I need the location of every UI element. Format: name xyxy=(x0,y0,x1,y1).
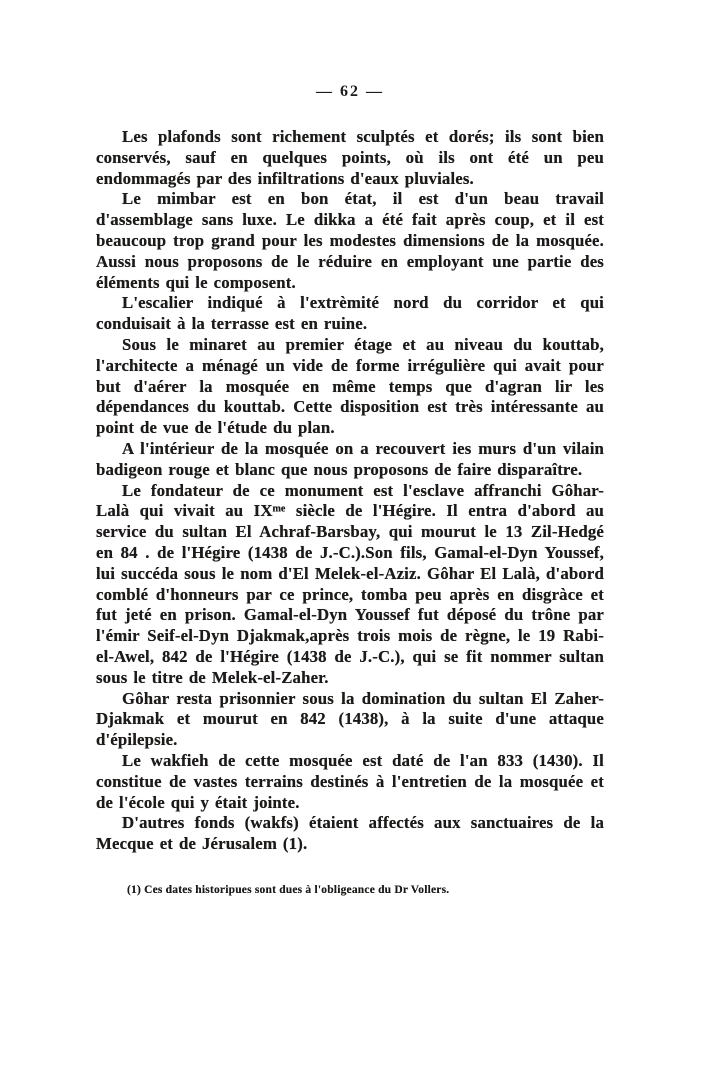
paragraph: Sous le minaret au premier étage et au niveau du kouttab, l'architecte a ménagé un vide de forme irrégulière qui avait pour but d'aérer la mosquée en même temps que d'agran lir les dépendances du kouttab. Cette disposition est très intéressante au point de vue de l'étude du plan. xyxy=(96,334,604,438)
paragraph: L'escalier indiqué à l'extrèmité nord du corridor et qui conduisait à la terrasse est en ruine. xyxy=(96,293,604,334)
paragraph: Le mimbar est en bon état, il est d'un beau travail d'assemblage sans luxe. Le dikka a été fait après coup, et il est beaucoup trop grand pour les modestes dimensions de la mosquée. Aussi nous proposons de le réduire en employant une partie des éléments qui le composent. xyxy=(96,189,604,292)
paragraph: Les plafonds sont richement sculptés et dorés; ils sont bien conservés, sauf en quelques points, où ils ont été un peu endommagés par des infiltrations d'eaux pluviales. xyxy=(96,127,604,188)
paragraph: Le fondateur de ce monument est l'esclave affranchi Gôhar-Lalà qui vivait au IXᵐᵉ siècle de l'Hégire. Il entra d'abord au service du sultan El Achraf-Barsbay, qui mourut le 13 Zil-Hedgé en 84 . de l'Hégire (1438 de J.-C.).Son fils, Gamal-el-Dyn Youssef, lui succéda sous le nom d'El Melek-el-Aziz. Gôhar El Lalà, d'abord comblé d'honneurs par ce prince, tomba peu après en disgràce et fut jeté en prison. Gamal-el-Dyn Youssef fut déposé du trône par l'émir Seif-el-Dyn Djakmak,après trois mois de règne, le 19 Rabi-el-Awel, 842 de l'Hégire (1438 de J.-C.), qui se fit nommer sultan sous le titre de Melek-el-Zaher. xyxy=(96,480,604,687)
paragraph: Le wakfieh de cette mosquée est daté de l'an 833 (1430). Il constitue de vastes terrains destinés à l'entretien de la mosquée et de l'école qui y était jointe. xyxy=(96,750,604,812)
body-text xyxy=(96,127,604,855)
paragraph: A l'intérieur de la mosquée on a recouvert ies murs d'un vilain badigeon rouge et blanc que nous proposons de faire disparaître. xyxy=(96,438,604,479)
paragraph: D'autres fonds (wakfs) étaient affectés aux sanctuaires de la Mecque et de Jérusalem (1). xyxy=(96,813,604,854)
page-number: — 62 — xyxy=(316,83,384,100)
paragraph: Gôhar resta prisonnier sous la domination du sultan El Zaher-Djakmak et mourut en 842 (1438), à la suite d'une attaque d'épilepsie. xyxy=(96,688,604,750)
footnote: (1) Ces dates historipues sont dues à l'obligeance du Dr Vollers. xyxy=(127,884,450,896)
